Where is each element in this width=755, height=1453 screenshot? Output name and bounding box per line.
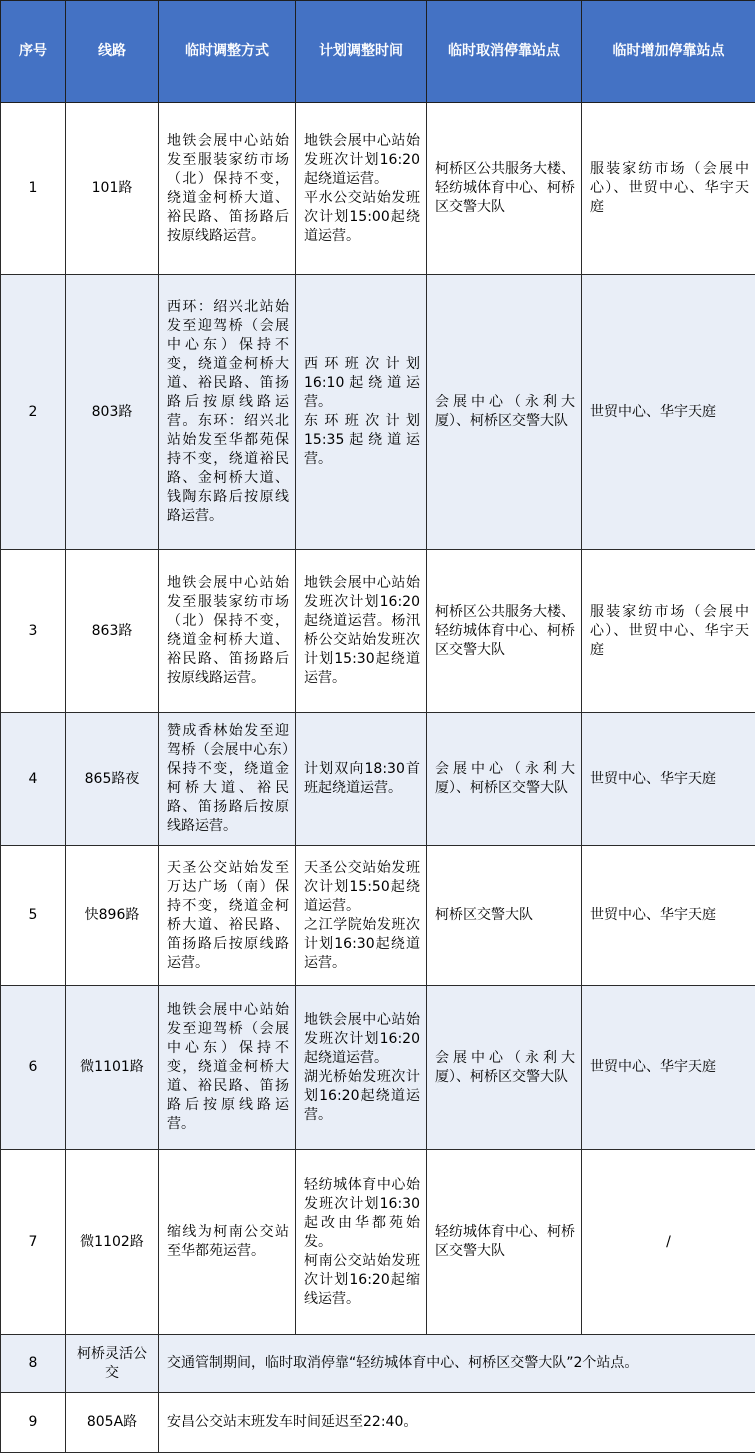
add-stops-cell <box>582 713 755 846</box>
merged-note-text: 交通管制期间，临时取消停靠“轻纺城体育中心、柯桥区交警大队”2个站点。 <box>159 1354 755 1373</box>
time-text: 地铁会展中心站始发班次计划16:20起绕道运营。 <box>304 132 420 189</box>
time-text: 计划双向18:30首班起绕道运营。 <box>304 760 420 798</box>
row-index: 6 <box>1 986 66 1150</box>
route-name-text: 柯桥灵活公交 <box>66 1345 158 1383</box>
cancel-stops-text: 会展中心（永利大厦）、柯桥区交警大队 <box>427 393 581 431</box>
route-name: 微1101路 <box>66 986 159 1150</box>
add-stops-text: 世贸中心、华宇天庭 <box>582 770 755 789</box>
time-text: 柯南公交站始发班次计划16:20起缩线运营。 <box>304 1252 420 1309</box>
time-text: 轻纺城体育中心始发班次计划16:30起改由华都苑始发。 <box>304 1176 420 1252</box>
add-stops-text: 服装家纺市场（会展中心）、世贸中心、华宇天庭 <box>582 603 755 660</box>
table-row <box>1 713 755 846</box>
row-index: 3 <box>1 550 66 713</box>
route-name: 803路 <box>66 275 159 550</box>
cancel-stops-text: 柯桥区公共服务大楼、轻纺城体育中心、柯桥区交警大队 <box>427 603 581 660</box>
table-row <box>1 103 755 275</box>
route-name: 865路夜 <box>66 713 159 846</box>
merged-note-text: 安昌公交站末班发车时间延迟至22:40。 <box>159 1413 755 1432</box>
merged-note-cell <box>159 1335 755 1393</box>
row-index: 2 <box>1 275 66 550</box>
time-cell <box>296 713 427 846</box>
time-cell <box>296 846 427 986</box>
cancel-stops-cell <box>427 986 582 1150</box>
add-stops-cell <box>582 103 755 275</box>
method-text: 地铁会展中心站始发至服装家纺市场（北）保持不变，绕道金柯桥大道、裕民路、笛扬路后按原线路运营。 <box>159 574 295 688</box>
add-stops-cell <box>582 846 755 986</box>
table-row <box>1 1393 755 1453</box>
cancel-stops-cell <box>427 846 582 986</box>
method-cell <box>159 713 296 846</box>
method-cell <box>159 550 296 713</box>
cancel-stops-cell <box>427 275 582 550</box>
method-cell <box>159 275 296 550</box>
table-row <box>1 846 755 986</box>
header-method: 临时调整方式 <box>159 1 296 103</box>
cancel-stops-cell <box>427 713 582 846</box>
add-stops-text: 世贸中心、华宇天庭 <box>582 403 755 422</box>
table-row <box>1 986 755 1150</box>
time-text: 平水公交站始发班次计划15:00起绕道运营。 <box>304 189 420 246</box>
route-name: 微1102路 <box>66 1150 159 1335</box>
add-stops-cell <box>582 550 755 713</box>
method-cell <box>159 986 296 1150</box>
time-cell <box>296 1150 427 1335</box>
method-text: 天圣公交站始发至万达广场（南）保持不变，绕道金柯桥大道、裕民路、笛扬路后按原线路运营。 <box>159 859 295 973</box>
method-cell <box>159 1150 296 1335</box>
header-add-stops: 临时增加停靠站点 <box>582 1 755 103</box>
row-index: 7 <box>1 1150 66 1335</box>
time-text: 湖光桥始发班次计划16:20起绕道运营。 <box>304 1068 420 1125</box>
table-row <box>1 1335 755 1393</box>
table-row <box>1 275 755 550</box>
row-index: 5 <box>1 846 66 986</box>
time-text: 天圣公交站始发班次计划15:50起绕道运营。 <box>304 859 420 916</box>
add-stops-text: 世贸中心、华宇天庭 <box>582 1058 755 1077</box>
header-cancel-stops: 临时取消停靠站点 <box>427 1 582 103</box>
header-route: 线路 <box>66 1 159 103</box>
add-stops-text: / <box>666 1234 671 1250</box>
route-name: 805A路 <box>66 1393 159 1453</box>
cancel-stops-text: 会展中心（永利大厦）、柯桥区交警大队 <box>427 1049 581 1087</box>
time-text: 之江学院始发班次计划16:30起绕道运营。 <box>304 916 420 973</box>
header-row <box>1 1 755 103</box>
cancel-stops-cell <box>427 1150 582 1335</box>
cancel-stops-cell <box>427 550 582 713</box>
table-row <box>1 550 755 713</box>
header-time: 计划调整时间 <box>296 1 427 103</box>
row-index: 9 <box>1 1393 66 1453</box>
add-stops-cell <box>582 275 755 550</box>
route-name: 101路 <box>66 103 159 275</box>
row-index: 4 <box>1 713 66 846</box>
method-cell <box>159 103 296 275</box>
time-text: 西环班次计划16:10起绕道运营。 <box>304 355 420 412</box>
method-text: 地铁会展中心站始发至服装家纺市场（北）保持不变，绕道金柯桥大道、裕民路、笛扬路后按原线路运营。 <box>159 132 295 246</box>
time-text: 地铁会展中心站始发班次计划16:20起绕道运营。 <box>304 1011 420 1068</box>
cancel-stops-text: 柯桥区交警大队 <box>427 906 581 925</box>
route-name: 快896路 <box>66 846 159 986</box>
add-stops-text: 世贸中心、华宇天庭 <box>582 906 755 925</box>
add-stops-cell <box>582 1150 755 1335</box>
header-index: 序号 <box>1 1 66 103</box>
time-cell <box>296 103 427 275</box>
cancel-stops-text: 轻纺城体育中心、柯桥区交警大队 <box>427 1223 581 1261</box>
method-cell <box>159 846 296 986</box>
method-text: 地铁会展中心站始发至迎驾桥（会展中心东）保持不变，绕道金柯桥大道、裕民路、笛扬路后按原线路运营。 <box>159 1001 295 1134</box>
row-index: 1 <box>1 103 66 275</box>
cancel-stops-text: 柯桥区公共服务大楼、轻纺城体育中心、柯桥区交警大队 <box>427 160 581 217</box>
method-text: 西环：绍兴北站始发至迎驾桥（会展中心东）保持不变，绕道金柯桥大道、裕民路、笛扬路后按原线路运营。东环：绍兴北站始发至华都苑保持不变，绕道裕民路、金柯桥大道、钱陶东路后按原线路运营。 <box>159 298 295 526</box>
time-cell <box>296 986 427 1150</box>
row-index: 8 <box>1 1335 66 1393</box>
route-name <box>66 1335 159 1393</box>
table-row <box>1 1150 755 1335</box>
method-text: 赞成香林始发至迎驾桥（会展中心东）保持不变，绕道金柯桥大道、裕民路、笛扬路后按原线路运营。 <box>159 722 295 836</box>
time-cell <box>296 550 427 713</box>
cancel-stops-cell <box>427 103 582 275</box>
time-text: 东环班次计划15:35起绕道运营。 <box>304 412 420 469</box>
method-text: 缩线为柯南公交站至华都苑运营。 <box>159 1223 295 1261</box>
time-text: 地铁会展中心站始发班次计划16:20起绕道运营。杨汛桥公交站始发班次计划15:30起绕道运营。 <box>304 574 420 688</box>
time-cell <box>296 275 427 550</box>
merged-note-cell <box>159 1393 755 1453</box>
cancel-stops-text: 会展中心（永利大厦）、柯桥区交警大队 <box>427 760 581 798</box>
route-name: 863路 <box>66 550 159 713</box>
add-stops-cell <box>582 986 755 1150</box>
add-stops-text: 服装家纺市场（会展中心）、世贸中心、华宇天庭 <box>582 160 755 217</box>
